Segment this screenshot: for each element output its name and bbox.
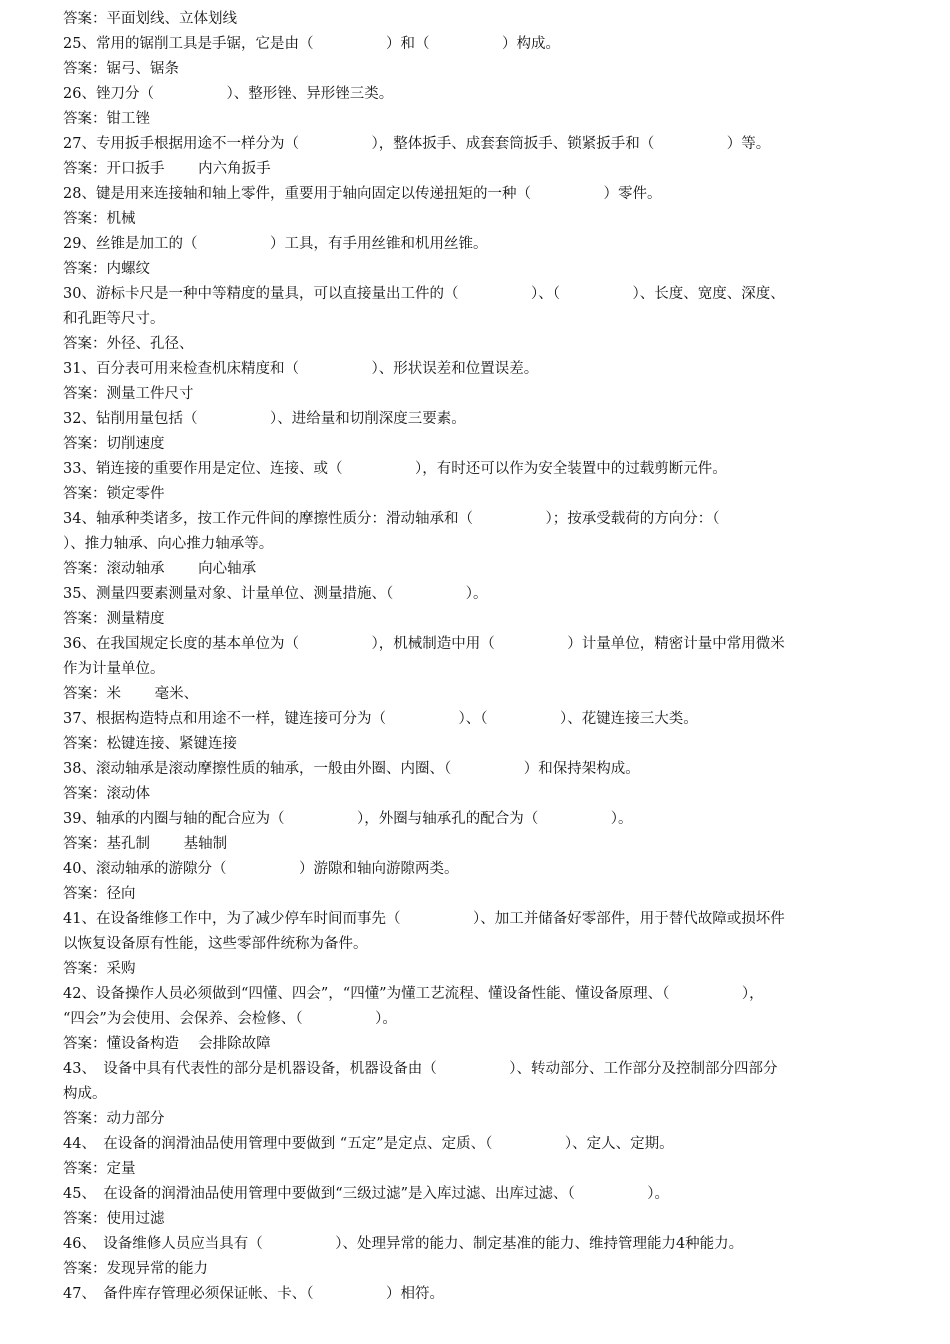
question-line-continued: 和孔距等尺寸。 [63,311,165,327]
question-line: 33、销连接的重要作用是定位、连接、或（ ），有时还可以作为安全装置中的过载剪断元件。 [63,461,727,477]
question-line: 42、设备操作人员必须做到“四懂、四会”，“四懂”为懂工艺流程、懂设备性能、懂设备原理、（ ）， [63,986,764,1002]
question-line: 44、 在设备的润滑油品使用管理中要做到 “五定”是定点、定质、（ ）、定人、定期。 [63,1136,674,1152]
question-line-continued: 构成。 [63,1086,107,1102]
question-line: 40、滚动轴承的游隙分（ ）游隙和轴向游隙两类。 [63,861,459,877]
question-line: 28、键是用来连接轴和轴上零件，重要用于轴向固定以传递扭矩的一种（ ）零件。 [63,186,662,202]
question-line-continued: 以恢复设备原有性能，这些零部件统称为备件。 [63,936,368,952]
answer-line: 答案：基孔制 基轴制 [63,836,228,852]
question-line: 45、 在设备的润滑油品使用管理中要做到“三级过滤”是入库过滤、出库过滤、（ ）。 [63,1186,670,1202]
question-line: 47、 备件库存管理必须保证帐、卡、（ ）相符。 [63,1286,444,1302]
answer-line: 答案：米 毫米、 [63,686,199,702]
question-line: 26、锉刀分（ ）、整形锉、异形锉三类。 [63,86,394,102]
question-line: 34、轴承种类诸多，按工作元件间的摩擦性质分：滑动轴承和（ ）；按承受载荷的方向分：（ [63,511,720,527]
question-line-continued: 作为计量单位。 [63,661,165,677]
answer-line: 答案：外径、孔径、 [63,336,194,352]
question-line: 43、 设备中具有代表性的部分是机器设备，机器设备由（ ）、转动部分、工作部分及控制部分四部分 [63,1061,778,1077]
answer-line: 答案：平面划线、立体划线 [63,11,237,27]
answer-line: 答案：发现异常的能力 [63,1261,208,1277]
question-line-continued: “四会”为会使用、会保养、会检修、（ ）。 [63,1011,397,1027]
answer-line: 答案：滚动体 [63,786,150,802]
answer-line: 答案：松键连接、紧键连接 [63,736,237,752]
answer-line: 答案：锯弓、锯条 [63,61,179,77]
question-line: 38、滚动轴承是滚动摩擦性质的轴承，一般由外圈、内圈、（ ）和保持架构成。 [63,761,640,777]
answer-line: 答案：锁定零件 [63,486,165,502]
answer-line: 答案：钳工锉 [63,111,150,127]
answer-line: 答案：切削速度 [63,436,165,452]
question-line: 31、百分表可用来检查机床精度和（ ）、形状误差和位置误差。 [63,361,539,377]
answer-line: 答案：懂设备构造 会排除故障 [63,1036,271,1052]
answer-line: 答案：采购 [63,961,136,977]
answer-line: 答案：机械 [63,211,136,227]
question-line: 35、测量四要素测量对象、计量单位、测量措施、（ ）。 [63,586,488,602]
question-line: 27、专用扳手根据用途不一样分为（ ），整体扳手、成套套筒扳手、锁紧扳手和（ ）等。 [63,136,771,152]
question-line: 36、在我国规定长度的基本单位为（ ），机械制造中用（ ）计量单位，精密计量中常用微米 [63,636,785,652]
answer-line: 答案：测量精度 [63,611,165,627]
question-line: 37、根据构造特点和用途不一样，键连接可分为（ ）、（ ）、花键连接三大类。 [63,711,698,727]
answer-line: 答案：定量 [63,1161,136,1177]
answer-line: 答案：开口扳手 内六角扳手 [63,161,271,177]
question-line: 29、丝锥是加工的（ ）工具，有手用丝锥和机用丝锥。 [63,236,488,252]
question-line: 41、在设备维修工作中，为了减少停车时间而事先（ ）、加工并储备好零部件，用于替代故障或损坏件 [63,911,785,927]
answer-line: 答案：使用过滤 [63,1211,165,1227]
question-line: 46、 设备维修人员应当具有（ ）、处理异常的能力、制定基准的能力、维持管理能力4种能力。 [63,1236,744,1252]
answer-line: 答案：滚动轴承 向心轴承 [63,561,257,577]
question-line-continued: ）、推力轴承、向心推力轴承等。 [63,536,274,552]
answer-line: 答案：动力部分 [63,1111,165,1127]
question-line: 32、钻削用量包括（ ）、进给量和切削深度三要素。 [63,411,466,427]
answer-line: 答案：内螺纹 [63,261,150,277]
answer-line: 答案：径向 [63,886,136,902]
document-page [63,7,903,1307]
question-line: 30、游标卡尺是一种中等精度的量具，可以直接量出工件的（ ）、（ ）、长度、宽度、深度、 [63,286,785,302]
question-line: 39、轴承的内圈与轴的配合应为（ ），外圈与轴承孔的配合为（ ）。 [63,811,633,827]
question-line: 25、常用的锯削工具是手锯，它是由（ ）和（ ）构成。 [63,36,560,52]
answer-line: 答案：测量工件尺寸 [63,386,194,402]
